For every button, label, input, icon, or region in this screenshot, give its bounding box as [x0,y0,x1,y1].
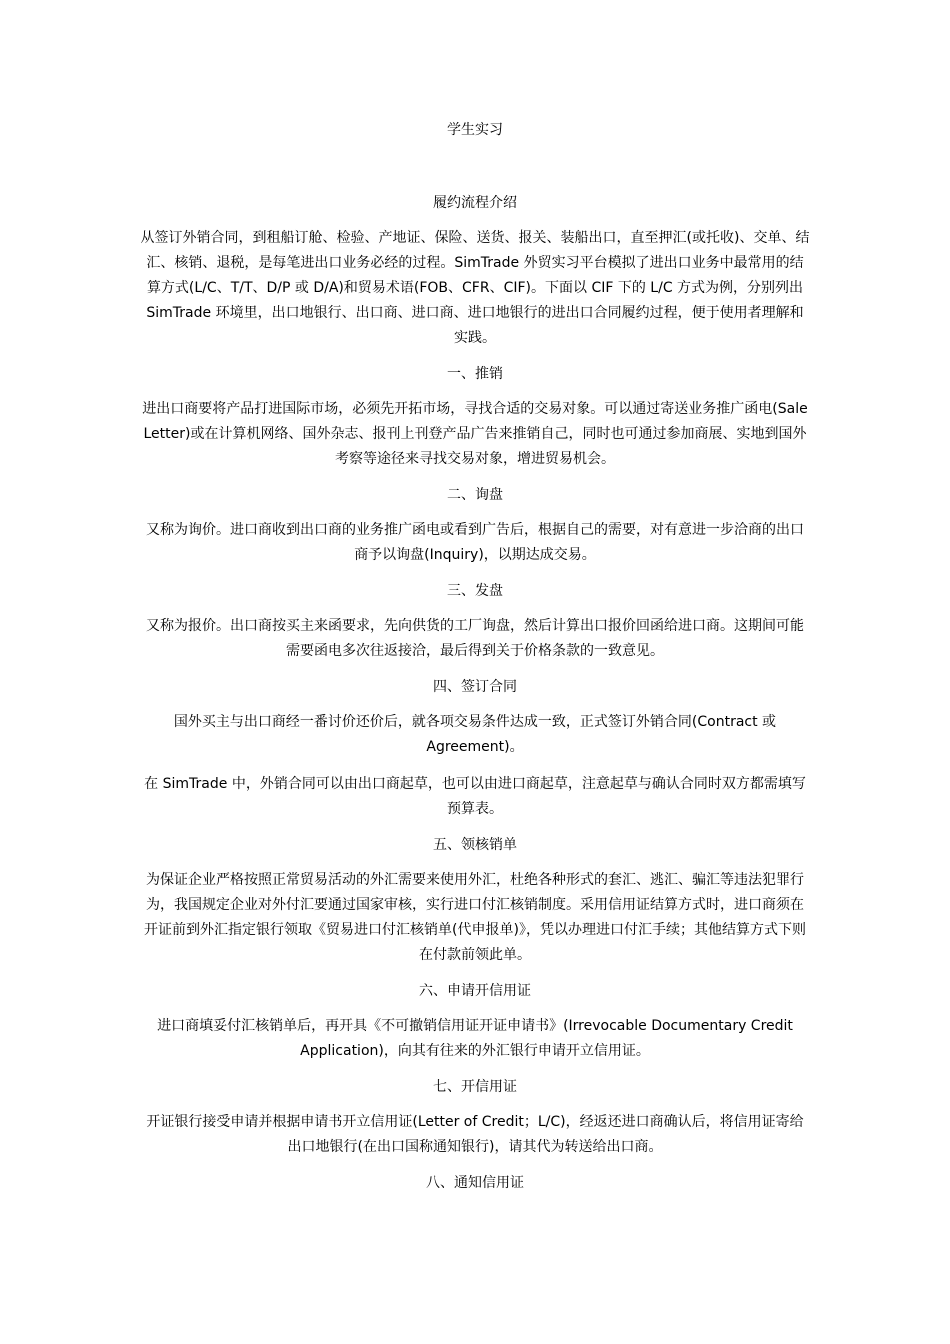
section-paragraph: 进出口商要将产品打进国际市场，必须先开拓市场，寻找合适的交易对象。可以通过寄送业务推广函电(Sale Letter)或在计算机网络、国外杂志、报刊上刊登产品广告来推销自己，同时也可通过参加商展、实地到国外考察等途径来寻找交易对象，增进贸易机会。 [142,401,808,467]
section-heading-promotion: 一、推销 [447,366,503,382]
section-paragraph: 又称为询价。进口商收到出口商的业务推广函电或看到广告后，根据自己的需要，对有意进一步洽商的出口商予以询盘(Inquiry)，以期达成交易。 [146,522,804,563]
section-heading-inquiry: 二、询盘 [447,487,503,503]
section-heading-overview: 履约流程介绍 [433,195,517,211]
section-heading-verification-form: 五、领核销单 [433,837,517,853]
section-heading-issue-lc: 七、开信用证 [433,1079,517,1095]
section-heading-contract: 四、签订合同 [433,679,517,695]
document-title: 学生实习 [447,122,503,138]
section-paragraph: 为保证企业严格按照正常贸易活动的外汇需要来使用外汇，杜绝各种形式的套汇、逃汇、骗汇等违法犯罪行为，我国规定企业对外付汇要通过国家审核，实行进口付汇核销制度。采用信用证结算方式时，进口商须在开证前到外汇指定银行领取《贸易进口付汇核销单(代申报单)》，凭以办理进口付汇手续；其他结算方式下则在付款前领此单。 [144,872,806,963]
section-paragraph: 开证银行接受申请并根据申请书开立信用证(Letter of Credit；L/C)，经返还进口商确认后，将信用证寄给出口地银行(在出口国称通知银行)，请其代为转送给出口商。 [146,1114,804,1155]
section-paragraph: 国外买主与出口商经一番讨价还价后，就各项交易条件达成一致，正式签订外销合同(Contract 或 Agreement)。 [173,714,777,755]
section-paragraph: 进口商填妥付汇核销单后，再开具《不可撤销信用证开证申请书》(Irrevocable Documentary Credit Application)，向其有往来的外汇银行申请开立信用证。 [157,1018,793,1059]
section-heading-advise-lc: 八、通知信用证 [426,1175,524,1191]
section-heading-offer: 三、发盘 [447,583,503,599]
section-paragraph: 从签订外销合同，到租船订舱、检验、产地证、保险、送货、报关、装船出口，直至押汇(或托收)、交单、结汇、核销、退税，是每笔进出口业务必经的过程。SimTrade 外贸实习平台模拟了进出口业务中最常用的结算方式(L/C、T/T、D/P 或 D/A)和贸易术语(FOB、CFR、CIF)。下面以 CIF 下的 L/C 方式为例，分别列出 SimTrade 环境里，出口地银行、出口商、进口商、进口地银行的进出口合同履约过程，便于使用者理解和实践。 [140,230,810,346]
document-body [140,192,810,1206]
section-heading-apply-lc: 六、申请开信用证 [419,983,531,999]
section-paragraph: 又称为报价。出口商按买主来函要求，先向供货的工厂询盘，然后计算出口报价回函给进口商。这期间可能需要函电多次往返接洽，最后得到关于价格条款的一致意见。 [146,618,804,659]
section-paragraph: 在 SimTrade 中，外销合同可以由出口商起草，也可以由进口商起草，注意起草与确认合同时双方都需填写预算表。 [144,776,806,817]
